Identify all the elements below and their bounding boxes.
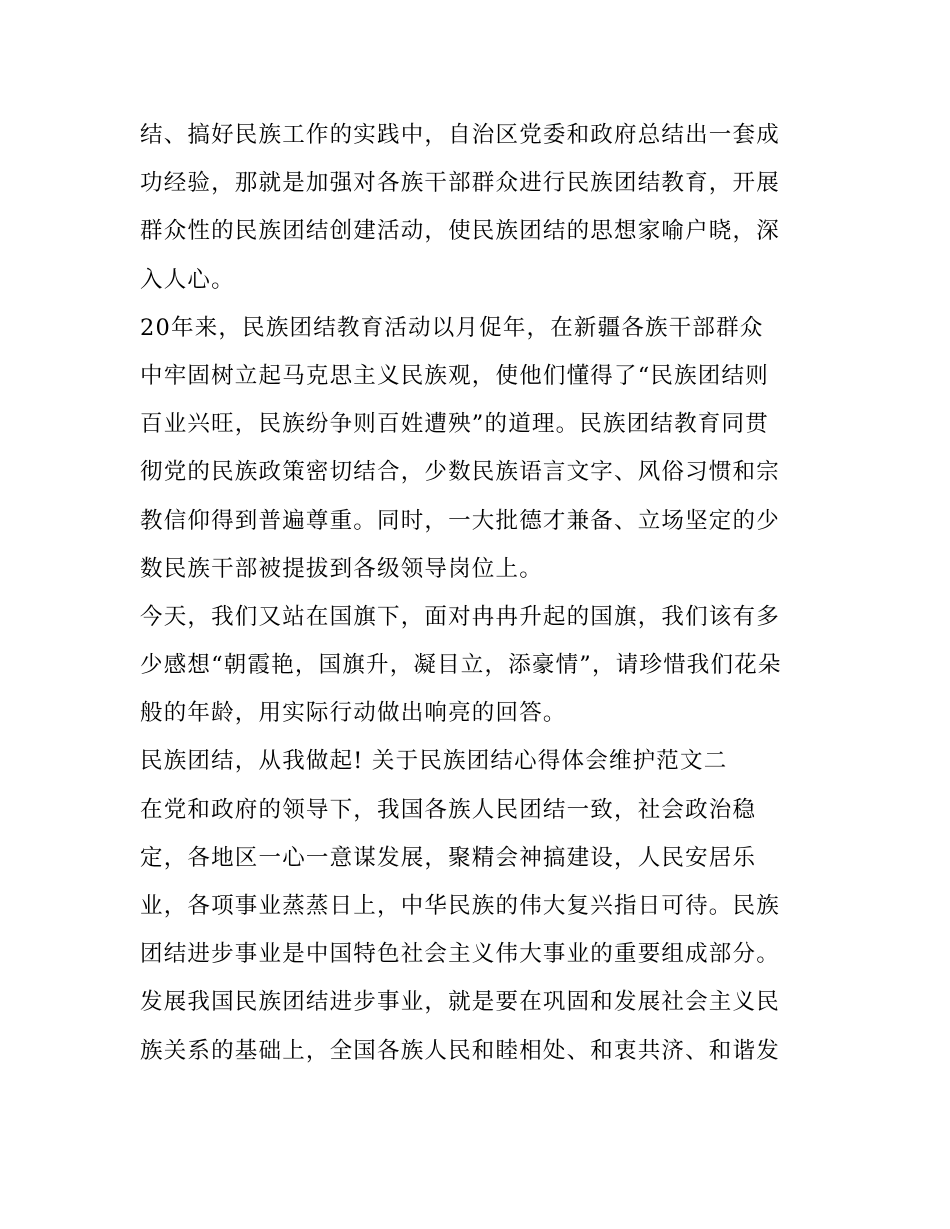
text-line: 功经验，那就是加强对各族干部群众进行民族团结教育，开展 [140, 170, 780, 197]
body-text [140, 111, 820, 1075]
text-line: 在党和政府的领导下，我国各族人民团结一致，社会政治稳 [140, 796, 757, 823]
text-line: 百业兴旺，民族纷争则百姓遭殃”的道理。民族团结教育同贯 [140, 411, 769, 438]
text-line: 彻党的民族政策密切结合，少数民族语言文字、风俗习惯和宗 [140, 459, 780, 486]
text-line: 定，各地区一心一意谋发展，聚精会神搞建设，人民安居乐 [140, 844, 757, 871]
text-line: 群众性的民族团结创建活动，使民族团结的思想家喻户晓，深 [140, 218, 780, 245]
text-line: 少感想“朝霞艳，国旗升，凝目立，添豪情”，请珍惜我们花朵 [140, 652, 782, 679]
text-line: 教信仰得到普遍尊重。同时，一大批德才兼备、立场坚定的少 [140, 507, 780, 534]
text-line: 入人心。 [140, 266, 235, 293]
text-line: 般的年龄，用实际行动做出响亮的回答。 [140, 700, 567, 727]
text-line: 中牢固树立起马克思主义民族观，使他们懂得了“民族团结则 [140, 362, 769, 389]
text-line: 民族团结，从我做起! 关于民族团结心得体会维护范文二 [140, 748, 728, 775]
text-line: 族关系的基础上，全国各族人民和睦相处、和衷共济、和谐发 [140, 1037, 780, 1064]
text-line: 发展我国民族团结进步事业，就是要在巩固和发展社会主义民 [140, 989, 780, 1016]
text-line: 结、搞好民族工作的实践中，自治区党委和政府总结出一套成 [140, 122, 780, 148]
text-line: 20年来，民族团结教育活动以月促年，在新疆各族干部群众 [140, 314, 764, 341]
text-line: 业，各项事业蒸蒸日上，中华民族的伟大复兴指日可待。民族 [140, 893, 780, 919]
text-line: 今天，我们又站在国旗下，面对冉冉升起的国旗，我们该有多 [140, 603, 780, 630]
text-line: 团结进步事业是中国特色社会主义伟大事业的重要组成部分。 [140, 941, 780, 968]
text-line: 数民族干部被提拔到各级领导岗位上。 [140, 555, 543, 582]
